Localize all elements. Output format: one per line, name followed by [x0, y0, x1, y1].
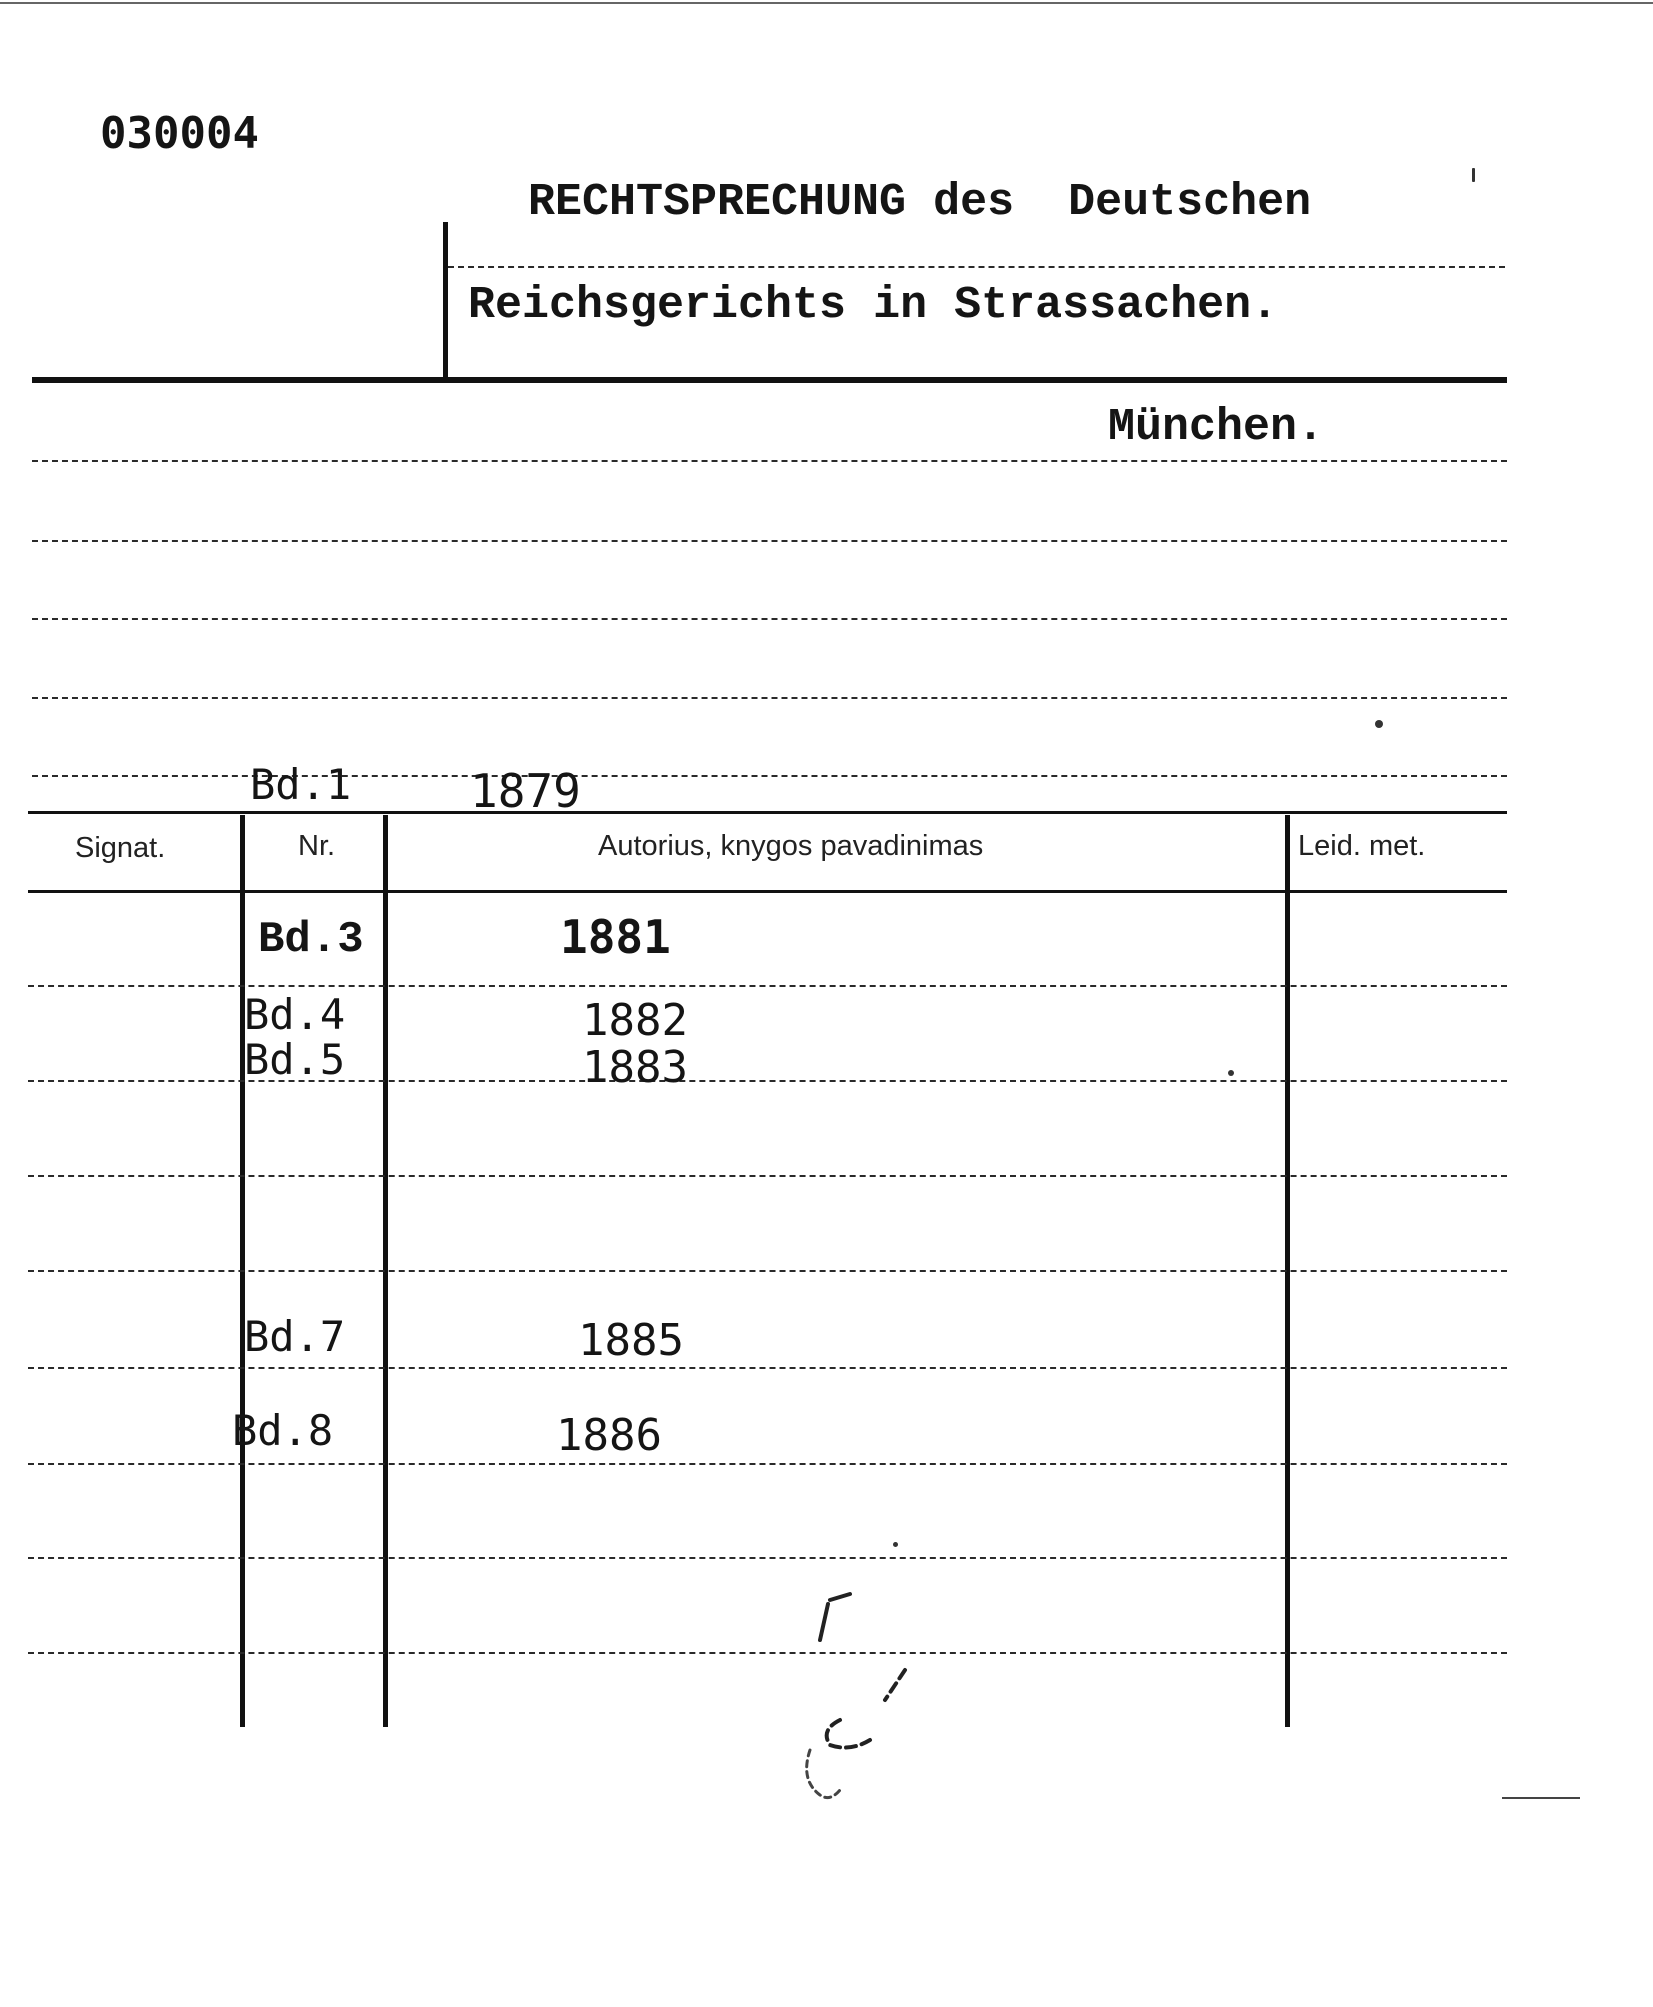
row-year: 1882 — [582, 995, 688, 1046]
scan-speck — [1375, 720, 1383, 728]
first-entry-nr: Bd.1 — [250, 760, 352, 809]
title-line-2: Reichsgerichts in Strassachen. — [468, 280, 1279, 331]
row-year: 1886 — [556, 1410, 662, 1461]
title-bottom-rule — [32, 377, 1507, 383]
header-bottom-rule — [28, 890, 1507, 893]
ruled-line — [32, 618, 1507, 620]
row-rule — [28, 1557, 1507, 1559]
row-nr: Bd.5 — [244, 1035, 346, 1084]
row-year: 1881 — [560, 910, 671, 964]
row-year: 1883 — [582, 1042, 688, 1093]
row-nr: Bd.7 — [244, 1312, 346, 1361]
row-rule — [28, 1270, 1507, 1272]
header-signat: Signat. — [75, 832, 166, 864]
row-rule — [28, 1463, 1507, 1465]
row-nr: Bd.4 — [244, 990, 346, 1039]
card-id: 030004 — [100, 108, 259, 159]
table-top-rule — [28, 811, 1507, 814]
title-divider — [443, 222, 448, 377]
scan-speck — [1228, 1070, 1234, 1076]
row-rule — [28, 1367, 1507, 1369]
ruled-line — [32, 460, 1507, 462]
header-nr: Nr. — [298, 830, 336, 862]
row-nr: Bd.3 — [258, 915, 364, 965]
header-leid-met: Leid. met. — [1298, 830, 1426, 862]
row-nr: Bd.8 — [232, 1406, 334, 1455]
place-of-publication: München. — [1108, 402, 1325, 453]
scan-speck — [1472, 168, 1475, 182]
first-entry-year: 1879 — [470, 764, 581, 818]
row-rule — [28, 1175, 1507, 1177]
row-year: 1885 — [578, 1315, 684, 1366]
ruled-line — [32, 540, 1507, 542]
title-line-1: RECHTSPRECHUNG des Deutschen — [528, 177, 1312, 228]
scan-speck — [893, 1542, 898, 1547]
top-border — [0, 2, 1653, 4]
row-rule — [28, 985, 1507, 987]
row-rule — [28, 1652, 1507, 1654]
ruled-line — [32, 697, 1507, 699]
title-rule — [448, 266, 1505, 268]
margin-mark — [1502, 1797, 1580, 1799]
header-author-title: Autorius, knygos pavadinimas — [598, 830, 984, 862]
pencil-mark-icon — [790, 1580, 930, 1810]
